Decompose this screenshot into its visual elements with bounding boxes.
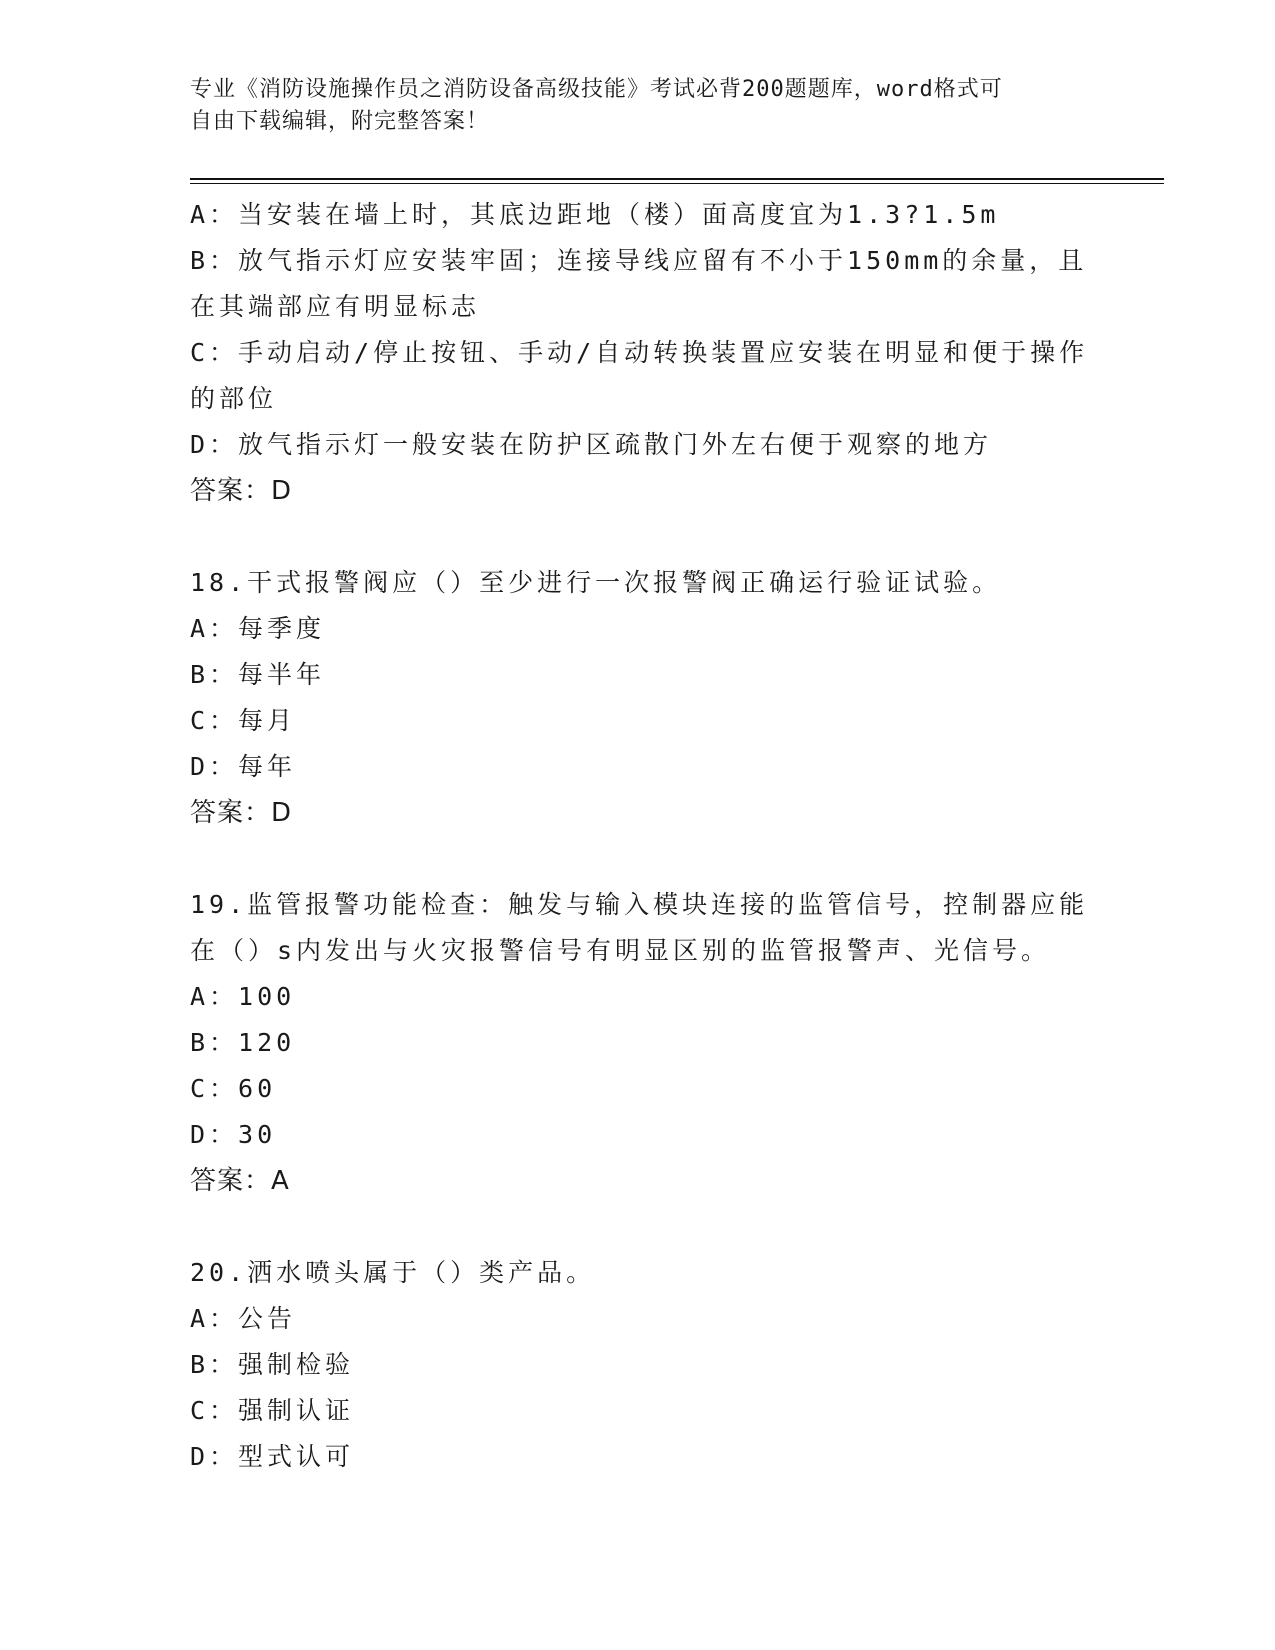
option-a: A：当安装在墙上时，其底边距地（楼）面高度宜为1.3?1.5m: [190, 200, 1000, 229]
question-19: [190, 882, 1090, 1204]
question-text: 19.监管报警功能检查：触发与输入模块连接的监管信号，控制器应能: [190, 890, 1089, 919]
header-divider-thin: [190, 183, 1164, 184]
question-text: 20.洒水喷头属于（）类产品。: [190, 1258, 596, 1287]
spacer: [190, 836, 1090, 882]
header-line-1: 专业《消防设施操作员之消防设备高级技能》考试必背200题题库，word格式可: [190, 77, 1003, 102]
option-c: C：手动启动/停止按钮、手动/自动转换装置应安装在明显和便于操作: [190, 338, 1089, 367]
option-b-continued: 在其端部应有明显标志: [190, 292, 481, 321]
spacer: [190, 514, 1090, 560]
option-b: B：120: [190, 1028, 296, 1057]
option-d: D：30: [190, 1120, 277, 1149]
question-list: [190, 192, 1090, 1480]
answer: 答案：A: [190, 1166, 290, 1196]
question-18: [190, 560, 1090, 836]
option-c: C：每月: [190, 706, 297, 735]
option-d: D：放气指示灯一般安装在防护区疏散门外左右便于观察的地方: [190, 430, 993, 459]
question-text: 18.干式报警阀应（）至少进行一次报警阀正确运行验证试验。: [190, 568, 1002, 597]
answer: 答案：D: [190, 798, 293, 828]
option-a: A：公告: [190, 1304, 297, 1333]
header-divider-thick: [190, 178, 1164, 180]
option-d: D：每年: [190, 752, 297, 781]
option-b: B：强制检验: [190, 1350, 355, 1379]
option-d: D：型式认可: [190, 1442, 355, 1471]
option-c: C：60: [190, 1074, 277, 1103]
spacer: [190, 1204, 1090, 1250]
question-text-continued: 在（）s内发出与火灾报警信号有明显区别的监管报警声、光信号。: [190, 936, 1051, 965]
header-line-2: 自由下载编辑，附完整答案！: [190, 109, 490, 134]
question-20: [190, 1250, 1090, 1480]
option-c: C：强制认证: [190, 1396, 355, 1425]
document-header: [190, 74, 1090, 138]
option-b: B：每半年: [190, 660, 326, 689]
question-17: [190, 192, 1090, 514]
answer: 答案：D: [190, 476, 293, 506]
option-c-continued: 的部位: [190, 384, 278, 413]
option-a: A：每季度: [190, 614, 326, 643]
option-a: A：100: [190, 982, 296, 1011]
option-b: B：放气指示灯应安装牢固；连接导线应留有不小于150mm的余量，且: [190, 246, 1088, 275]
